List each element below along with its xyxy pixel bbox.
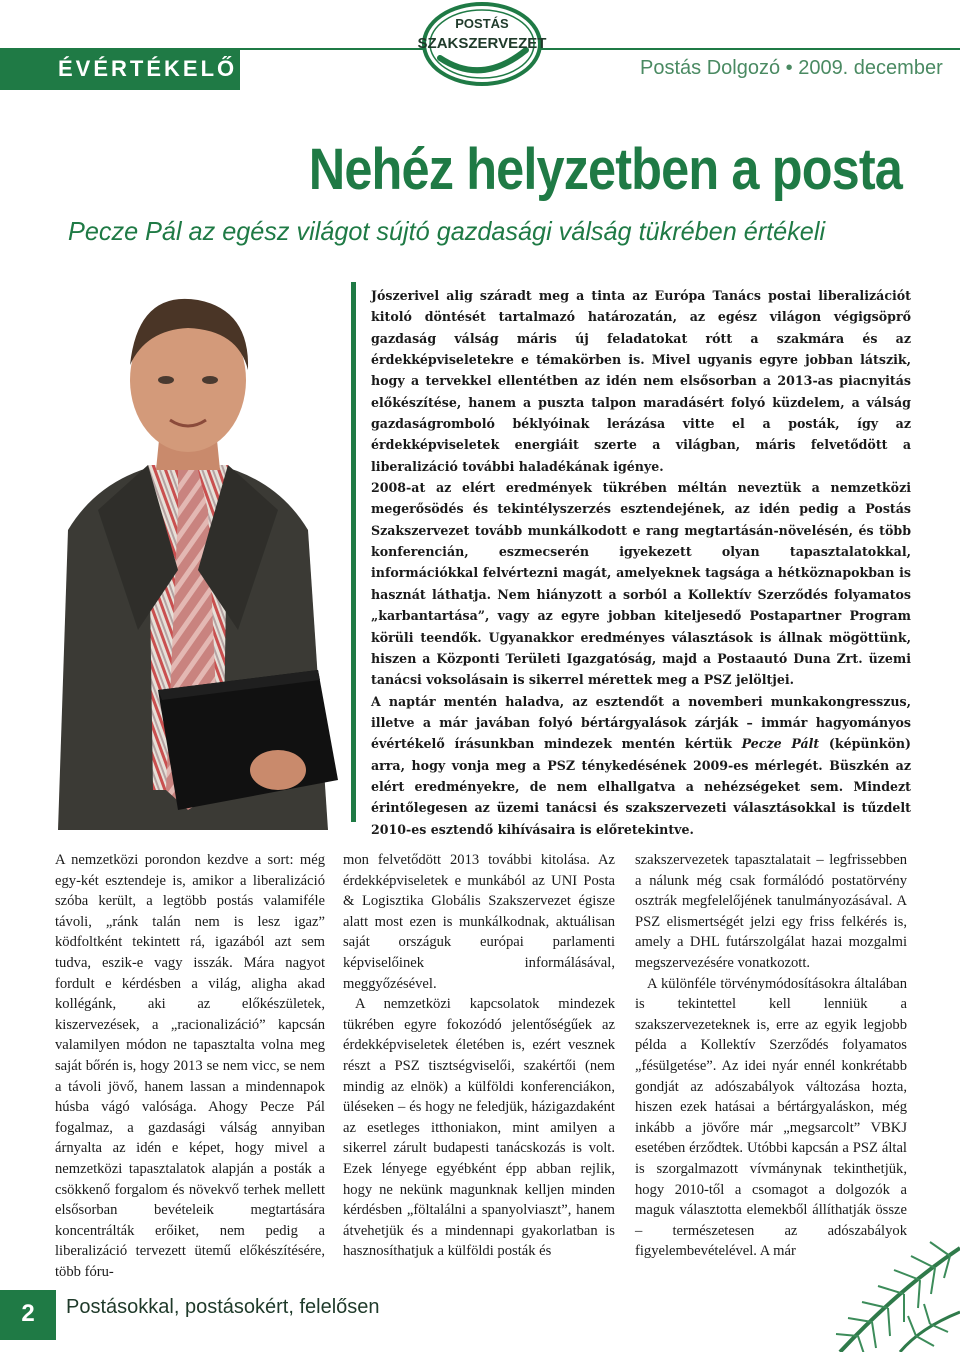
section-tab	[0, 48, 240, 90]
lead-text-1: Jószerivel alig száradt meg a tinta az Európa Tanács postai liberalizációt kitoló döntését tartalmazó határozatán, az egész világon végigsöprő gazdaság válság máris új feladatokat rótt a szakmára és az érdekképviseletekre e témakörben is. Mivel ugyanis egyre jobban látszik, hogy a tervekkel ellentétben az idén nem elsősorban a 2013-as piacnyitás előkészítése, hanem a puszta talpon maradásért folyó küzdelem, a válság gazdaságromboló béklyóinak lerázása vitte el a posták, így az érdekképviseletek energiáit szerte a világban, máris felvetődött a liberalizáció további haladékának igénye.	[371, 288, 911, 474]
lead-paragraph	[371, 285, 911, 840]
issue-info: Postás Dolgozó • 2009. december	[640, 57, 943, 79]
column-1-paragraph: A nemzetközi porondon kezdve a sort: még egy-két esztendeje is, amikor a liberalizáció szóba került, a legtöbb postás valamiféle távoli, „ránk talán nem is lesz igaz” ködfoltként tekintett rá, igazából azt sem tudva, eszik-e vagy isszák. Mára nagyot fordult e kérdésben a világ, aligha akad kollégánk, aki az előkészületek, kiszervezések, a „racionalizáció” kapcsán valamilyen módon ne tapasztalta volna meg saját bőrén is, hogy 2013 se nem vicc, se nem a távoli jövő, hanem lassan a mindennapok húsba vágó valósága. Ahogy Pecze Pál fogalmaz, a gazdasági válság annyiban árnyalta az idén e képet, hogy mivel a nemzetközi tapasztalatok alapján a posták a csökkenő forgalom és növekvő terhek mellett elsősorban bevételeik megtartására koncentrálták erőiket, nem pedig a liberalizáció tervezett ütemű előkészítésére, több fóru-	[55, 852, 325, 1280]
section-label: ÉVÉRTÉKELŐ	[58, 56, 238, 81]
column-2-paragraph-1: mon felvetődött 2013 további kitolása. Az érdekképviseletek e munkából az UNI Posta & Logisztika Globális Szakszervezet égisze alatt most ezen is munkálkodnak, aktuálisan saját országuk európai parlamenti képviselőinek informálásával, meggyőzésével.	[343, 852, 615, 992]
postas-szakszervezet-logo	[408, 0, 556, 100]
body-column-2	[343, 850, 615, 1262]
lead-rule	[351, 282, 356, 822]
logo-text-top: POSTÁS	[455, 16, 509, 31]
column-3-paragraph-1: szakszervezetek tapasztalatait – legfrissebben a nálunk még csak formálódó postatörvény osztrák megfelelőjének tanulmányozásával. A PSZ elismertségét jelzi egy friss felkérés is, amely a DHL futárszolgálat hazai mozgalmi megszervezésére vonatkozott.	[635, 852, 907, 971]
header-rule	[240, 48, 960, 50]
column-3-paragraph-2: A különféle törvénymódosításokra általában is tekintettel kell lenniük a szakszervezeteknek is, erre az egyik legjobb példa a Kollektív Szerződés folyamatos „fésülgetése”. Az idei nyár ennél konkrétabb gondját az adószabályok változása hozta, hiszen ezek hatásai a bértárgyaláskon, még inkább a jövőre már „megsarcolt” VBKJ esetében érződtek. Utóbbi kapcsán a PSZ által is szorgalmazott vívmánynak tekinthetjük, hogy 2010-től a csomagot a dolgozók a maguk választotta elemekből állíthatják össze – természetesen az adószabályok figyelembevételével. A már	[635, 975, 907, 1260]
lead-text-3a: A naptár mentén haladva, az esztendőt a novemberi munkakongresszus, illetve a már javában folyó bértárgyalások zárják – immár hagyományos évértékelő írásunkban mindezek mentén kértük	[371, 693, 911, 752]
lead-text-3b: (képünkön) arra, hogy vonja meg a PSZ ténykedésének 2009-es mérlegét. Büszkén az elért eredményekre, de nem elhallgatva a nehézségeket sem. Mindezt érintőlegesen az üzemi tanácsi és szakszervezeti választásokkal is tűzdelt 2010-es esztendő kihívásaira is előretekintve.	[371, 736, 911, 837]
article-subtitle: Pecze Pál az egész világot sújtó gazdasági válság tükrében értékeli	[68, 216, 826, 246]
pine-branch-icon	[780, 1228, 960, 1352]
page-number: 2	[21, 1300, 35, 1327]
body-column-1	[55, 850, 325, 1282]
lead-text-3	[371, 691, 911, 840]
portrait-photo	[38, 270, 338, 830]
lead-text-2: 2008-at az elért eredmények tükrében méltán neveztük a nemzetközi megerősödés és tekintélyszerzés esztendejének, az idén pedig a Postás Szakszervezet tovább munkálkodott e rang megtartásán-növelésén, és több konferencián, eszmecserén igyekezett olyan tapasztalatokkal, információkkal felvértezni magát, amelyeknek tagsága a hétköznapokban is hasznát láthatja. Nem hiányzott a sorból a Kollektív Szerződés folyamatos „karbantartása”, vagy az egyre jobban kiteljesedő Postapartner Program körüli teendők. Ugyanakkor eredményes választások is állnak mögöttünk, hiszen a Központi Területi Igazgatóság, majd a Postaautó Duna Zrt. üzemi tanácsi voksolásain is sikerrel mérettek meg a PSZ jelöltjei.	[371, 480, 911, 688]
footer-slogan: Postásokkal, postásokért, felelősen	[66, 1296, 380, 1318]
lead-person-name: Pecze Pált	[741, 736, 820, 752]
article-title: Nehéz helyzetben a posta	[308, 137, 902, 202]
body-column-3	[635, 850, 907, 1262]
page-header	[0, 0, 960, 100]
column-2-paragraph-2: A nemzetközi kapcsolatok mindezek tükrében egyre fokozódó jelentőségűek az érdekképviseletek életében is, ezért vesznek részt a PSZ tisztségviselői, szakértői (nem mindig az elnök) a külföldi konferenciákon, üléseken – és hogy ne feledjük, házigazdaként az esetleges itthoniakon, mint amilyen a sikerrel zárult budapesti tanácskozás is volt. Ezek lényege egyébként épp abban rejlik, hogy ne nekünk magunknak kelljen minden kérdésben „föltalálni a spanyolviaszt”, hanem átvehetjük és a mindennapi gyakorlatban is hasznosíthatjuk a külföldi posták és	[343, 996, 615, 1260]
logo-text-bottom: SZAKSZERVEZET	[417, 35, 547, 52]
